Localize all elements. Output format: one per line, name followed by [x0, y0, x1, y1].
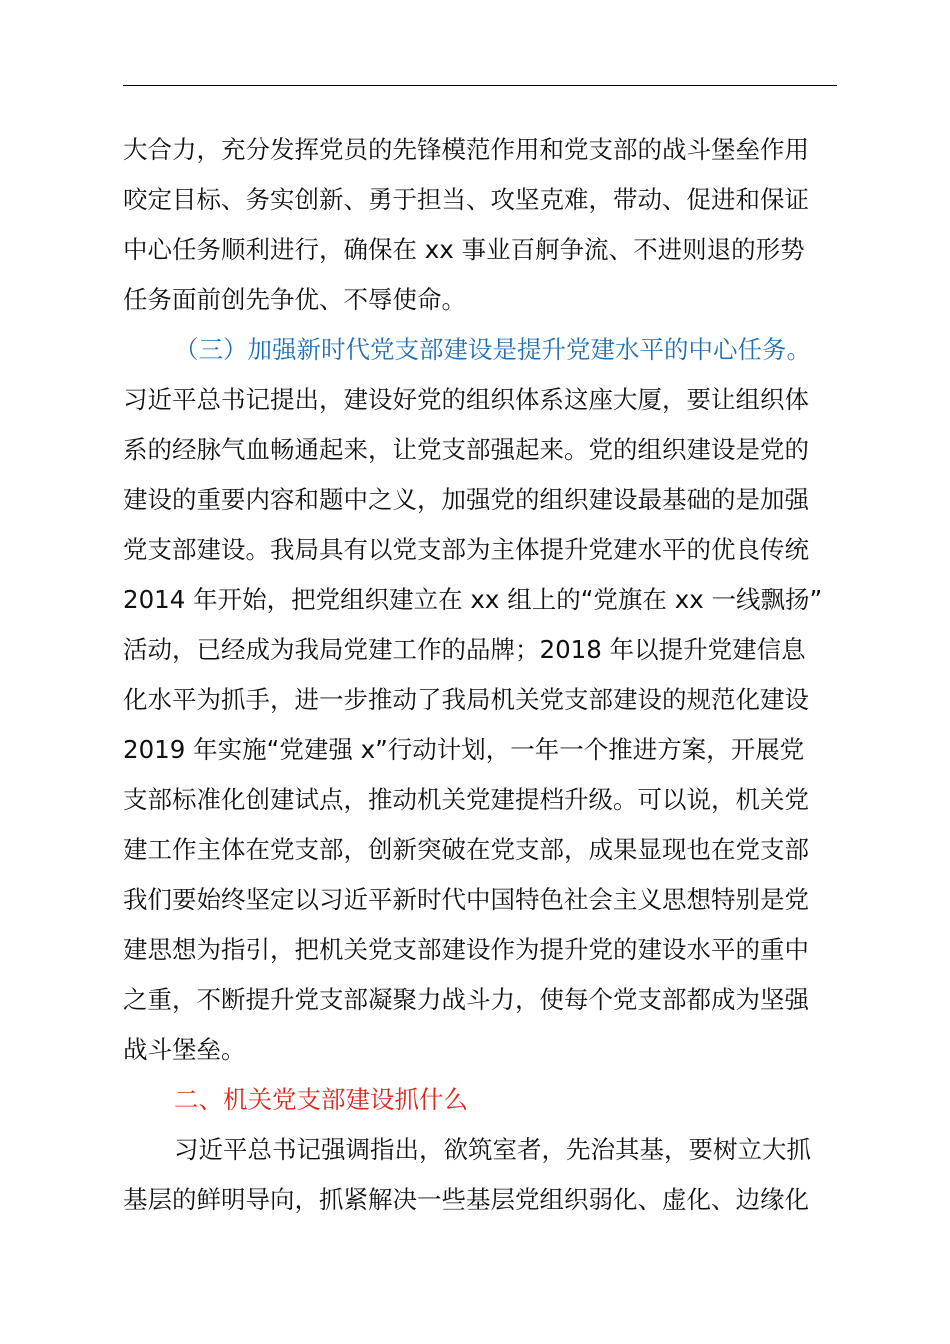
text-line: 2019 年实施“党建强 x”行动计划，一年一个推进方案，开展党	[123, 735, 805, 764]
text-line: 大合力，充分发挥党员的先锋模范作用和党支部的战斗堡垒作用	[123, 135, 809, 164]
text-line: 基层的鲜明导向，抓紧解决一些基层党组织弱化、虚化、边缘化	[123, 1185, 809, 1214]
text-line: 任务面前创先争优、不辱使命。	[123, 285, 466, 314]
text-line: 建设的重要内容和题中之义，加强党的组织建设最基础的是加强	[123, 485, 809, 514]
text-line: 支部标准化创建试点，推动机关党建提档升级。可以说，机关党	[123, 785, 809, 814]
text-line: 中心任务顺利进行，确保在 xx 事业百舸争流、不进则退的形势	[123, 235, 805, 264]
document-body	[123, 125, 837, 1225]
text-line: 习近平总书记提出，建设好党的组织体系这座大厦，要让组织体	[123, 385, 809, 414]
text-line: 咬定目标、务实创新、勇于担当、攻坚克难，带动、促进和保证	[123, 185, 809, 214]
text-line: 建工作主体在党支部，创新突破在党支部，成果显现也在党支部	[123, 835, 809, 864]
text-line: 活动，已经成为我局党建工作的品牌；2018 年以提升党建信息	[123, 635, 806, 664]
paragraph-first-line: 习近平总书记强调指出，欲筑室者，先治其基，要树立大抓	[174, 1135, 811, 1164]
section-heading-3: （三）加强新时代党支部建设是提升党建水平的中心任务。	[174, 335, 811, 364]
text-line: 党支部建设。我局具有以党支部为主体提升党建水平的优良传统	[123, 535, 809, 564]
text-line: 我们要始终坚定以习近平新时代中国特色社会主义思想特别是党	[123, 885, 809, 914]
text-line: 战斗堡垒。	[123, 1035, 246, 1064]
section-heading-2: 二、机关党支部建设抓什么	[174, 1085, 468, 1114]
text-line: 之重，不断提升党支部凝聚力战斗力，使每个党支部都成为坚强	[123, 985, 809, 1014]
text-line: 2014 年开始，把党组织建立在 xx 组上的“党旗在 xx 一线飘扬”	[123, 585, 823, 614]
header-rule	[123, 85, 837, 86]
text-line: 建思想为指引，把机关党支部建设作为提升党的建设水平的重中	[123, 935, 809, 964]
text-line: 化水平为抓手，进一步推动了我局机关党支部建设的规范化建设	[123, 685, 809, 714]
text-line: 系的经脉气血畅通起来，让党支部强起来。党的组织建设是党的	[123, 435, 809, 464]
